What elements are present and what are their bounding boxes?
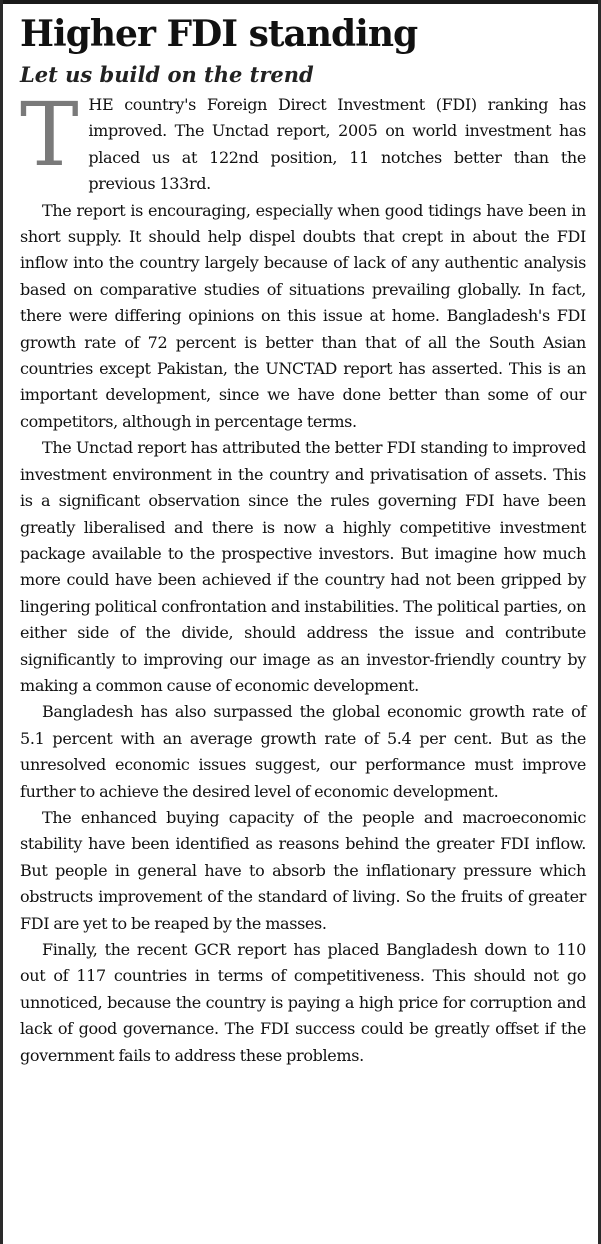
body-paragraph: The report is encouraging, especially when good tidings have been in short supply. It should help dispel doubts that crept in about the FDI inflow into the country largely because of lack of any authentic analysis based on comparative studies of situations prevailing globally. In fact, there were differing opinions on this issue at home. Bangladesh's FDI growth rate of 72 percent is better than that of all the South Asian countries except Pakistan, the UNCTAD report has asserted. This is an important development, since we have done better than some of our competitors, although in percentage terms. [20,200,586,431]
body-paragraph: Bangladesh has also surpassed the global economic growth rate of 5.1 percent with an average growth rate of 5.4 per cent. But as the unresolved economic issues suggest, our performance must improve further to achieve the desired level of economic development. [20,702,586,801]
editorial-article [20,8,586,1069]
subheadline: Let us build on the trend [20,62,314,87]
body-paragraph: The Unctad report has attributed the better FDI standing to improved investment environment in the country and privatisation of assets. This is a significant observation since the rules governing FDI have been greatly liberalised and there is now a highly competitive investment package available to the prospective investors. But imagine how much more could have been achieved if the country had not been gripped by lingering political confrontation and instabilities. The political parties, on either side of the divide, should address the issue and contribute significantly to improving our image as an investor-friendly country by making a common cause of economic development. [20,438,586,695]
body-paragraph: Finally, the recent GCR report has placed Bangladesh down to 110 out of 117 countries in terms of competitiveness. This should not go unnoticed, because the country is paying a high price for corruption and lack of good governance. The FDI success could be greatly offset if the government fails to address these problems. [20,940,586,1065]
lead-paragraph [20,83,586,198]
headline: Higher FDI standing [20,13,418,55]
drop-cap: T [20,83,79,186]
left-border [0,0,3,1244]
article-body [20,83,586,1069]
top-rule [0,0,601,4]
lead-text: HE country's Foreign Direct Investment (FDI) ranking has improved. The Unctad report, 2005 on world investment has placed us at 122nd position, 11 notches better than the previous 133rd. [88,95,586,194]
body-paragraph: The enhanced buying capacity of the people and macroeconomic stability have been identified as reasons behind the greater FDI inflow. But people in general have to absorb the inflationary pressure which obstructs improvement of the standard of living. So the fruits of greater FDI are yet to be reaped by the masses. [20,807,586,933]
